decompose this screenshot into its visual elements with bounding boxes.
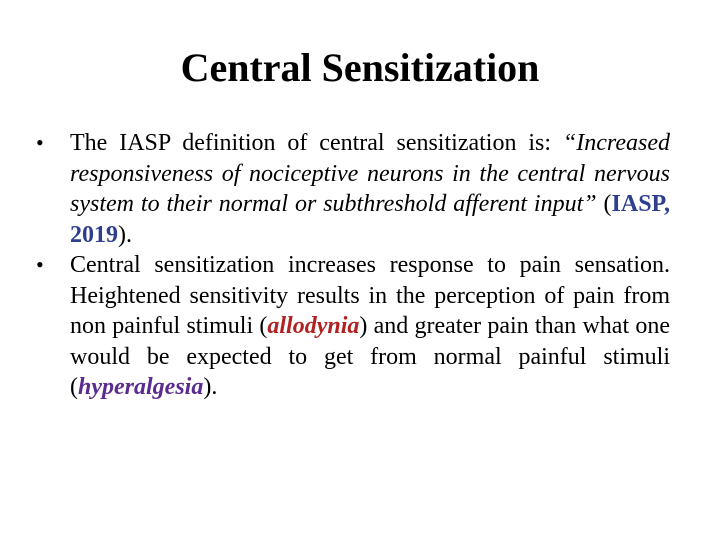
bullet-dot-icon: •: [36, 252, 44, 277]
bullet-definition: [36, 128, 670, 250]
citation-reference: IASP, 2019: [70, 191, 670, 248]
bullet-dot-icon: •: [36, 130, 44, 155]
term-allodynia: allodynia: [267, 313, 360, 339]
explanation-text-1: Central sensitization increases response to pain sensation. Heightened sensitivity results in the perception of pain from non painful stimuli (: [70, 252, 670, 339]
definition-quote: “Increased responsiveness of nociceptive neurons in the central nervous system to their normal or subthreshold afferent input”: [70, 130, 670, 217]
bullet-explanation: [36, 250, 670, 403]
citation-close: ).: [118, 221, 132, 248]
citation-open: (: [596, 191, 612, 217]
explanation-text-2: ) and greater pain than what one would be expected to get from normal painful stimuli (: [70, 313, 671, 400]
slide-title: Central Sensitization: [180, 45, 540, 90]
bullet-list: [36, 128, 670, 403]
term-hyperalgesia: hyperalgesia: [78, 374, 204, 400]
explanation-text-3: ).: [203, 374, 218, 400]
definition-intro: The IASP definition of central sensitization is:: [70, 130, 563, 156]
